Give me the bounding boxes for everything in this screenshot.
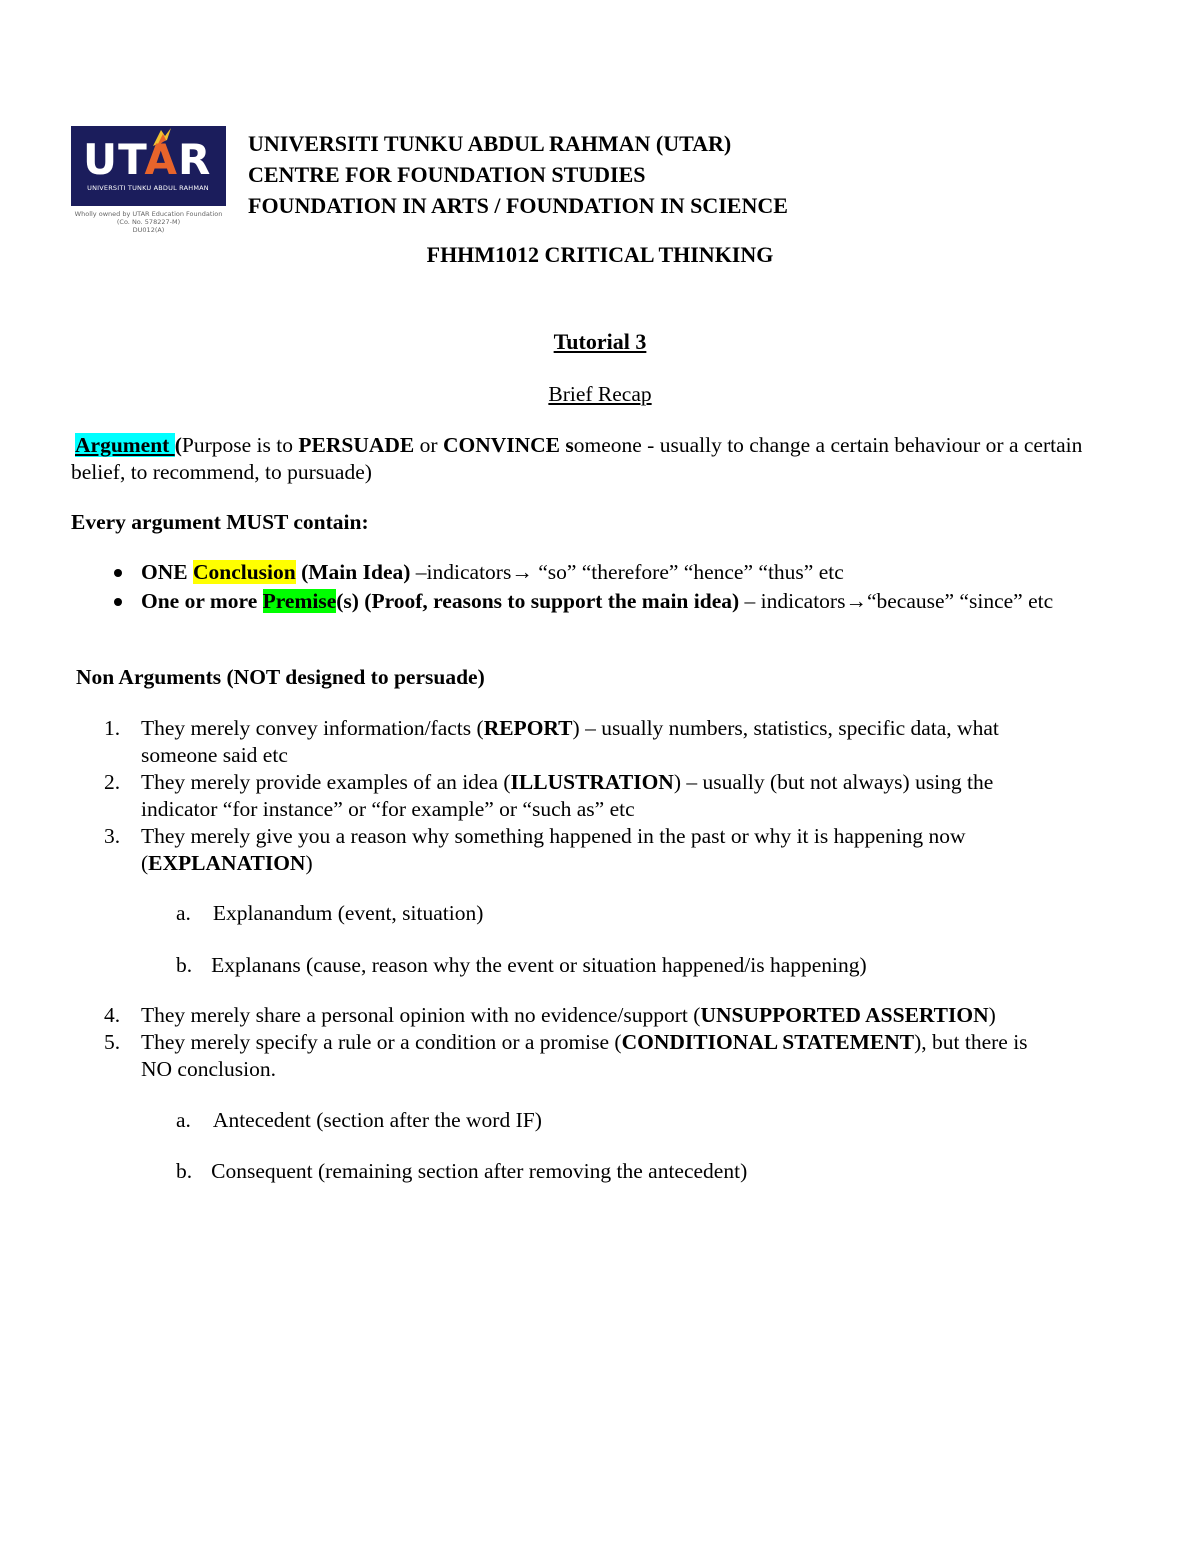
programme-name: FOUNDATION IN ARTS / FOUNDATION IN SCIENCE [248,193,788,218]
logo-wordmark: UTAR [83,135,212,184]
list-item: One or more Premise(s) (Proof, reasons to support the main idea) – indicators→“because” “since” etc [71,588,1131,615]
premise-term: Premise [262,589,337,613]
course-title: FHHM1012 CRITICAL THINKING [426,242,774,267]
tutorial-title: Tutorial 3 [553,329,647,354]
logo-caption: Wholly owned by UTAR Education Foundation (Co. No. 578227-M) DU012(A) [74,210,223,234]
centre-name: CENTRE FOR FOUNDATION STUDIES [248,162,646,187]
sub-list-item: a. Explanandum (event, situation) [176,901,484,925]
argument-components-list [71,559,1131,617]
logo-background [71,126,226,206]
sub-list-item: b. Consequent (remaining section after removing the antecedent) [176,1159,748,1183]
non-arguments-heading: Non Arguments (NOT designed to persuade) [76,665,485,689]
bullet-icon [114,569,122,577]
university-name: UNIVERSITI TUNKU ABDUL RAHMAN (UTAR) [248,131,732,156]
logo-subtitle: UNIVERSITI TUNKU ABDUL RAHMAN [87,184,209,192]
institution-header [248,128,788,221]
bullet-icon [114,598,122,606]
conclusion-term: Conclusion [192,560,296,584]
sub-list-item: b. Explanans (cause, reason why the event or situation happened/is happening) [176,953,867,977]
section-heading: Brief Recap [548,382,652,406]
every-argument-heading: Every argument MUST contain: [71,510,369,534]
argument-term: Argument [75,433,175,457]
utar-logo [71,126,226,236]
list-item: ONE Conclusion (Main Idea) –indicators→ “so” “therefore” “hence” “thus” etc [71,559,1131,586]
argument-definition: Argument (Purpose is to PERSUADE or CONVINCE someone - usually to change a certain behaviour or a certain belief, to recommend, to pursuade) [71,433,1083,484]
sub-list-item: a. Antecedent (section after the word IF) [176,1108,542,1132]
